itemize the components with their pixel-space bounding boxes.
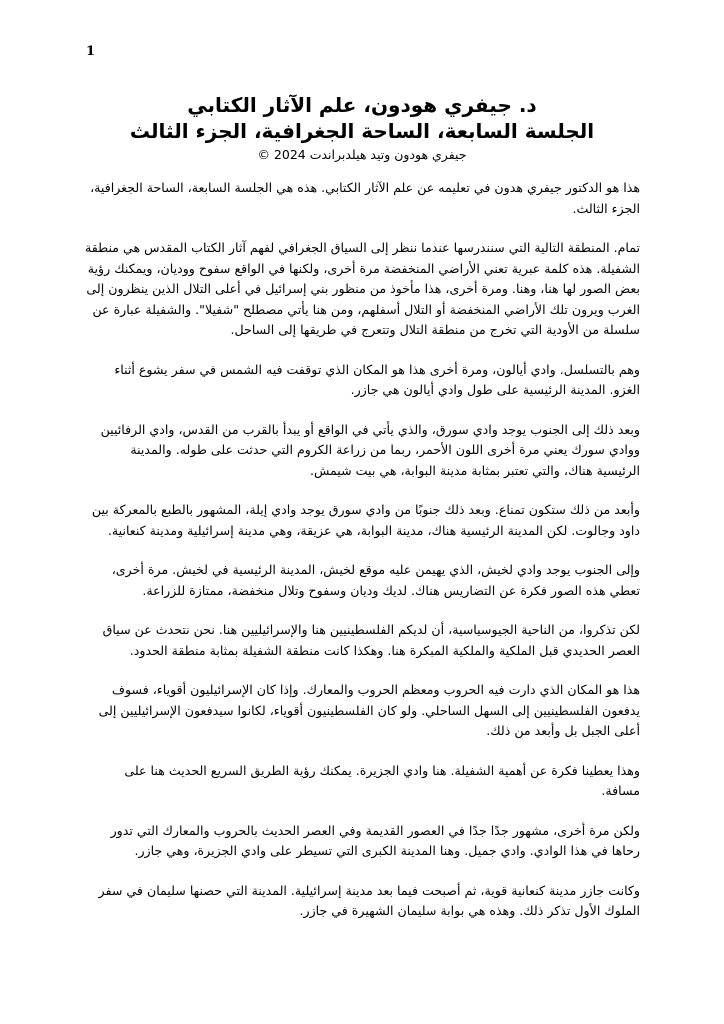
document-body <box>84 178 640 941</box>
paragraph: وكانت جازر مدينة كنعانية قوية، ثم أصبحت فيما بعد مدينة إسرائيلية. المدينة التي حصنها سليمان في سفر الملوك الأول تذكر ذلك. وهذه هي بوابة سليمان الشهيرة في جازر. <box>98 882 640 918</box>
paragraph: وأبعد من ذلك ستكون تمناع. وبعد ذلك جنوبًا من وادي سورق يوجد وادي إيلة، المشهور بالطبع بالمعركة بين داود وجالوت. لكن المدينة الرئيسية هناك، مدينة البوابة، هي عزيقة، وهي مدينة إسرائيلية ومدينة كنعانية. <box>91 502 640 538</box>
paragraph: هذا هو المكان الذي دارت فيه الحروب ومعظم الحروب والمعارك. وإذا كان الإسرائيليون أقوياء، فسوف يدفعون الفلسطينيين إلى السهل الساحلي. ولو كان الفلسطينيون أقوياء، لكانوا سيدفعون الإسرائيليين إلى أعلى الجبل بل وأبعد من ذلك. <box>98 682 640 738</box>
paragraph: وهذا يعطينا فكرة عن أهمية الشفيلة. هنا وادي الجزيرة. يمكنك رؤية الطريق السريع الحديث هنا على مسافة. <box>124 762 640 798</box>
paragraph: لكن تذكروا، من الناحية الجيوسياسية، أن لديكم الفلسطينيين هنا والإسرائيليين هنا. نحن نتحدث عن سياق العصر الحديدي قبل الملكية والملكية المبكرة هنا. وهكذا كانت منطقة الشفيلة بمثابة منطقة الحدود. <box>102 622 640 658</box>
document-header <box>80 92 644 164</box>
paragraph: ولكن مرة أخرى، مشهور جدًا جدًا في العصور القديمة وفي العصر الحديث بالحروب والمعارك التي تدور رحاها في هذا الوادي. وادي جميل. وهنا المدينة الكبرى التي تسيطر على وادي الجزيرة، وهي جازر. <box>110 822 640 858</box>
paragraph: هذا هو الدكتور جيفري هدون في تعليمه عن علم الآثار الكتابي. هذه هي الجلسة السابعة، الساحة الجغرافية، الجزء الثالث. <box>90 180 640 216</box>
document-subtitle: الجلسة السابعة، الساحة الجغرافية، الجزء الثالث <box>129 119 595 143</box>
document-byline: جيفري هودون وتيد هيلدبراندت 2024 © <box>257 147 467 162</box>
paragraph: وبعد ذلك إلى الجنوب يوجد وادي سورق، والذي يأتي في الواقع أو يبدأ بالقرب من القدس، وادي الرفائيين ووادي سورك يعني مرة أخرى اللون الأحمر، ربما من زراعة الكروم التي حدثت على طوله. والمدينة الرئيسية هناك، والتي تعتبر بمثابة مدينة البوابة، هي بيت شيمش. <box>100 421 640 478</box>
document-title: د. جيفري هودون، علم الآثار الكتابي <box>187 93 537 117</box>
page-number: 1 <box>86 44 96 59</box>
paragraph: وهم بالتسلسل. وادي أيالون، ومرة أخرى هذا هو المكان الذي توقفت فيه الشمس في سفر يشوع أثناء الغزو. المدينة الرئيسية على طول وادي أيالون هي جازر. <box>114 361 640 397</box>
paragraph: وإلى الجنوب يوجد وادي لخيش، الذي يهيمن عليه موقع لخيش، المدينة الرئيسية في لخيش. مرة أخرى، تعطي هذه الصور فكرة عن التضاريس هناك. لديك وديان وسفوح وتلال منخفضة، ممتازة للزراعة. <box>111 562 640 598</box>
paragraph: تمام. المنطقة التالية التي سنندرسها عندما ننظر إلى السياق الجغرافي لفهم آثار الكتاب المقدس هي منطقة الشفيلة. هذه كلمة عبرية تعني الأراضي المنخفضة مرة أخرى، ولكنها في الواقع سفوح ووديان، ويمكنك رؤية بعض الصور لها هنا، وهنا. ومرة أخرى، هذا مأخوذ من منظور بني إسرائيل في أعلى التلال الذين ينظرون إلى الغرب ويرون تلك الأراضي المنخفضة أو التلال أسفلهم، ومن هنا يأتي مصطلح "شفيلا". والشفيلة عبارة عن سلسلة من الأودية التي تخرج من منطقة التلال وتتعرج في طريقها إلى الساحل. <box>85 240 640 337</box>
